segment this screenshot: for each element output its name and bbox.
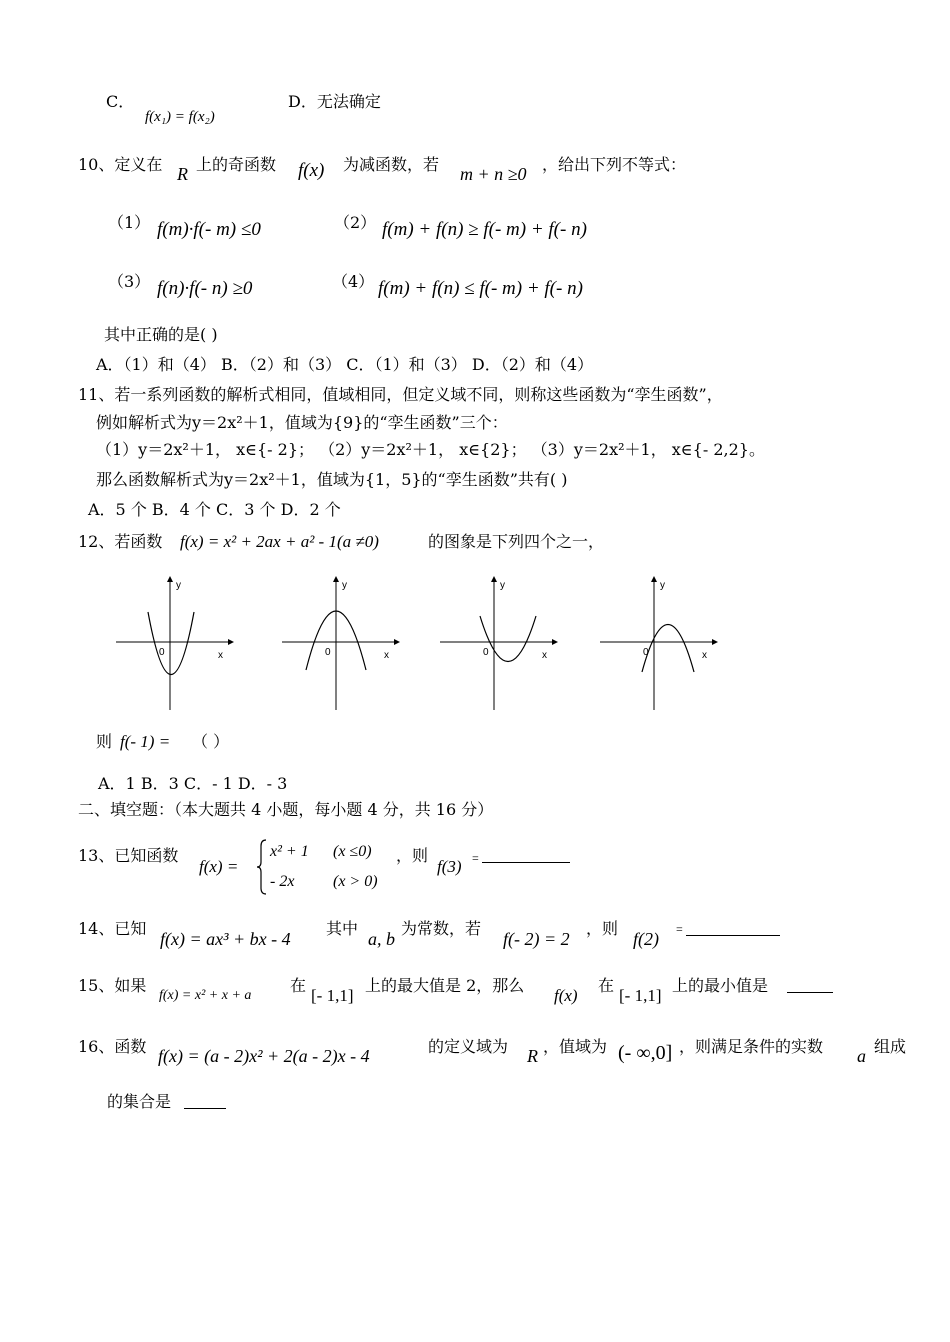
q15-math: f(x) = x² + x + a bbox=[159, 988, 252, 1003]
q10-item-4-label: （4） bbox=[332, 272, 375, 291]
q11-line-1: 11、若一系列函数的解析式相同，值域相同，但定义域不同，则称这些函数为“孪生函数”， bbox=[78, 385, 723, 404]
q14-answer-blank[interactable] bbox=[686, 919, 780, 938]
q13-stem-1: 13、已知函数 bbox=[78, 846, 179, 865]
q12-graph-a bbox=[110, 572, 240, 712]
q10-stem-4: ，给出下列不等式： bbox=[542, 155, 687, 174]
q10-item-2-label: （2） bbox=[334, 213, 377, 232]
q13-stem-2: ，则 bbox=[396, 846, 429, 865]
q16-math: f(x) = (a - 2)x² + 2(a - 2)x - 4 bbox=[158, 1046, 370, 1066]
q12-ask-prefix: 则 bbox=[96, 732, 113, 751]
left-brace bbox=[257, 840, 266, 894]
y-axis-label: y bbox=[342, 580, 347, 591]
x-axis-arrow bbox=[394, 639, 400, 645]
x-axis-label: x bbox=[218, 650, 223, 661]
q12-math: f(x) = x² + 2ax + a² - 1(a ≠0) bbox=[180, 532, 379, 551]
q12-options: A．1 B．3 C．- 1 D．- 3 bbox=[98, 774, 288, 793]
q10-stem-1: 10、定义在 bbox=[78, 155, 163, 174]
q13-case-1-cond: (x ≤0) bbox=[333, 843, 372, 860]
q16-range: (- ∞,0] bbox=[618, 1042, 673, 1064]
y-axis-label: y bbox=[176, 580, 181, 591]
q13-answer-blank[interactable] bbox=[482, 846, 570, 865]
y-axis-arrow bbox=[651, 576, 657, 582]
q14-stem-1: 14、已知 bbox=[78, 919, 147, 938]
origin-label: 0 bbox=[643, 647, 649, 658]
q10-item-1-math: f(m)·f(- m) ≤0 bbox=[157, 219, 261, 240]
q10-item-2-math: f(m) + f(n) ≥ f(- m) + f(- n) bbox=[382, 219, 587, 240]
q14-stem-2: 其中 bbox=[326, 919, 359, 938]
q15-stem-3: 上的最大值是 2，那么 bbox=[365, 976, 525, 995]
q15-interval-2: [- 1,1] bbox=[619, 986, 662, 1005]
q11-line-2: 例如解析式为y＝2x²＋1，值域为{9}的“孪生函数”三个： bbox=[96, 413, 508, 432]
q10-question: 其中正确的是( ) bbox=[104, 325, 218, 344]
q12-ask-paren: （ ） bbox=[192, 732, 230, 751]
y-axis-arrow bbox=[333, 576, 339, 582]
parabola-curve bbox=[148, 612, 194, 675]
q12-graph-b bbox=[276, 572, 406, 712]
q12-graph-c bbox=[434, 572, 564, 712]
q10-options: A．（1）和（4） B．（2）和（3） C．（1）和（3） D．（2）和（4） bbox=[96, 355, 594, 374]
x-axis-arrow bbox=[712, 639, 718, 645]
q10-item-4-math: f(m) + f(n) ≤ f(- m) + f(- n) bbox=[378, 278, 583, 299]
q13-ask: f(3) bbox=[437, 857, 462, 876]
q15-stem-5: 上的最小值是 bbox=[672, 976, 769, 995]
q15-stem-2: 在 bbox=[290, 976, 307, 995]
q11-options: A．5 个 B．4 个 C．3 个 D．2 个 bbox=[88, 500, 341, 519]
x-axis-arrow bbox=[552, 639, 558, 645]
q10-item-3-math: f(n)·f(- n) ≥0 bbox=[157, 278, 253, 299]
q13-case-2-cond: (x > 0) bbox=[333, 873, 378, 890]
q11-line-3: （1）y＝2x²＋1， x∈{- 2}； （2）y＝2x²＋1， x∈{2}； （3）y＝2x²＋1， x∈{- 2,2}。 bbox=[96, 440, 765, 459]
q13-case-2-expr: - 2x bbox=[270, 873, 295, 890]
parabola-curve bbox=[642, 625, 694, 673]
x-axis-arrow bbox=[228, 639, 234, 645]
q16-a: a bbox=[857, 1046, 866, 1066]
q9-option-c-label: C． bbox=[106, 92, 135, 111]
q15-answer-blank[interactable] bbox=[787, 976, 833, 995]
q16-stem-line-2: 的集合是 bbox=[107, 1092, 172, 1111]
q10-item-3-label: （3） bbox=[108, 272, 151, 291]
q12-ask-math: f(- 1) = bbox=[120, 732, 171, 751]
q14-condition: f(- 2) = 2 bbox=[503, 929, 570, 949]
q13-brace bbox=[256, 838, 268, 896]
y-axis-label: y bbox=[660, 580, 665, 591]
q12-stem-2: 的图象是下列四个之一， bbox=[428, 532, 605, 551]
q15-stem-4: 在 bbox=[598, 976, 615, 995]
origin-label: 0 bbox=[325, 647, 331, 658]
q14-math: f(x) = ax³ + bx - 4 bbox=[160, 929, 291, 949]
q16-stem-1: 16、函数 bbox=[78, 1037, 147, 1056]
q12-stem-1: 12、若函数 bbox=[78, 532, 163, 551]
y-axis-arrow bbox=[491, 576, 497, 582]
q12-graph-d bbox=[594, 572, 724, 712]
q9-option-c-math: f(x₁) = f(x₂) bbox=[145, 109, 215, 125]
q15-fx: f(x) bbox=[554, 986, 578, 1005]
q16-stem-3: ，值域为 bbox=[543, 1037, 608, 1056]
x-axis-label: x bbox=[542, 650, 547, 661]
q13-fx: f(x) = bbox=[199, 857, 239, 876]
q9-option-d: D．无法确定 bbox=[288, 92, 381, 111]
q10-stem-3: 为减函数，若 bbox=[343, 155, 440, 174]
q10-fx: f(x) bbox=[298, 160, 325, 181]
q16-answer-blank[interactable] bbox=[184, 1092, 226, 1111]
q14-ask: f(2) bbox=[633, 929, 659, 949]
q15-stem-1: 15、如果 bbox=[78, 976, 147, 995]
q14-ab: a, b bbox=[368, 929, 395, 949]
q14-stem-3: 为常数，若 bbox=[401, 919, 482, 938]
q10-item-1-label: （1） bbox=[108, 213, 151, 232]
origin-label: 0 bbox=[483, 647, 489, 658]
q14-stem-4: ，则 bbox=[586, 919, 619, 938]
q14-eq: = bbox=[676, 922, 683, 936]
q16-stem-4: ，则满足条件的实数 bbox=[679, 1037, 824, 1056]
q15-interval: [- 1,1] bbox=[311, 986, 354, 1005]
q10-R: R bbox=[177, 164, 188, 184]
q13-case-1-expr: x² + 1 bbox=[270, 843, 309, 860]
origin-label: 0 bbox=[159, 647, 165, 658]
x-axis-label: x bbox=[384, 650, 389, 661]
section-2-heading: 二、填空题：（本大题共 4 小题，每小题 4 分，共 16 分） bbox=[78, 800, 494, 819]
q16-stem-5: 组成 bbox=[874, 1037, 907, 1056]
q10-condition: m + n ≥0 bbox=[460, 164, 527, 184]
q16-stem-2: 的定义域为 bbox=[428, 1037, 509, 1056]
x-axis-label: x bbox=[702, 650, 707, 661]
q10-stem-2: 上的奇函数 bbox=[196, 155, 277, 174]
q13-eq: = bbox=[472, 851, 479, 865]
y-axis-arrow bbox=[167, 576, 173, 582]
y-axis-label: y bbox=[500, 580, 505, 591]
q11-line-4: 那么函数解析式为y＝2x²＋1，值域为{1，5}的“孪生函数”共有( ) bbox=[96, 470, 568, 489]
q16-R: R bbox=[527, 1046, 538, 1066]
